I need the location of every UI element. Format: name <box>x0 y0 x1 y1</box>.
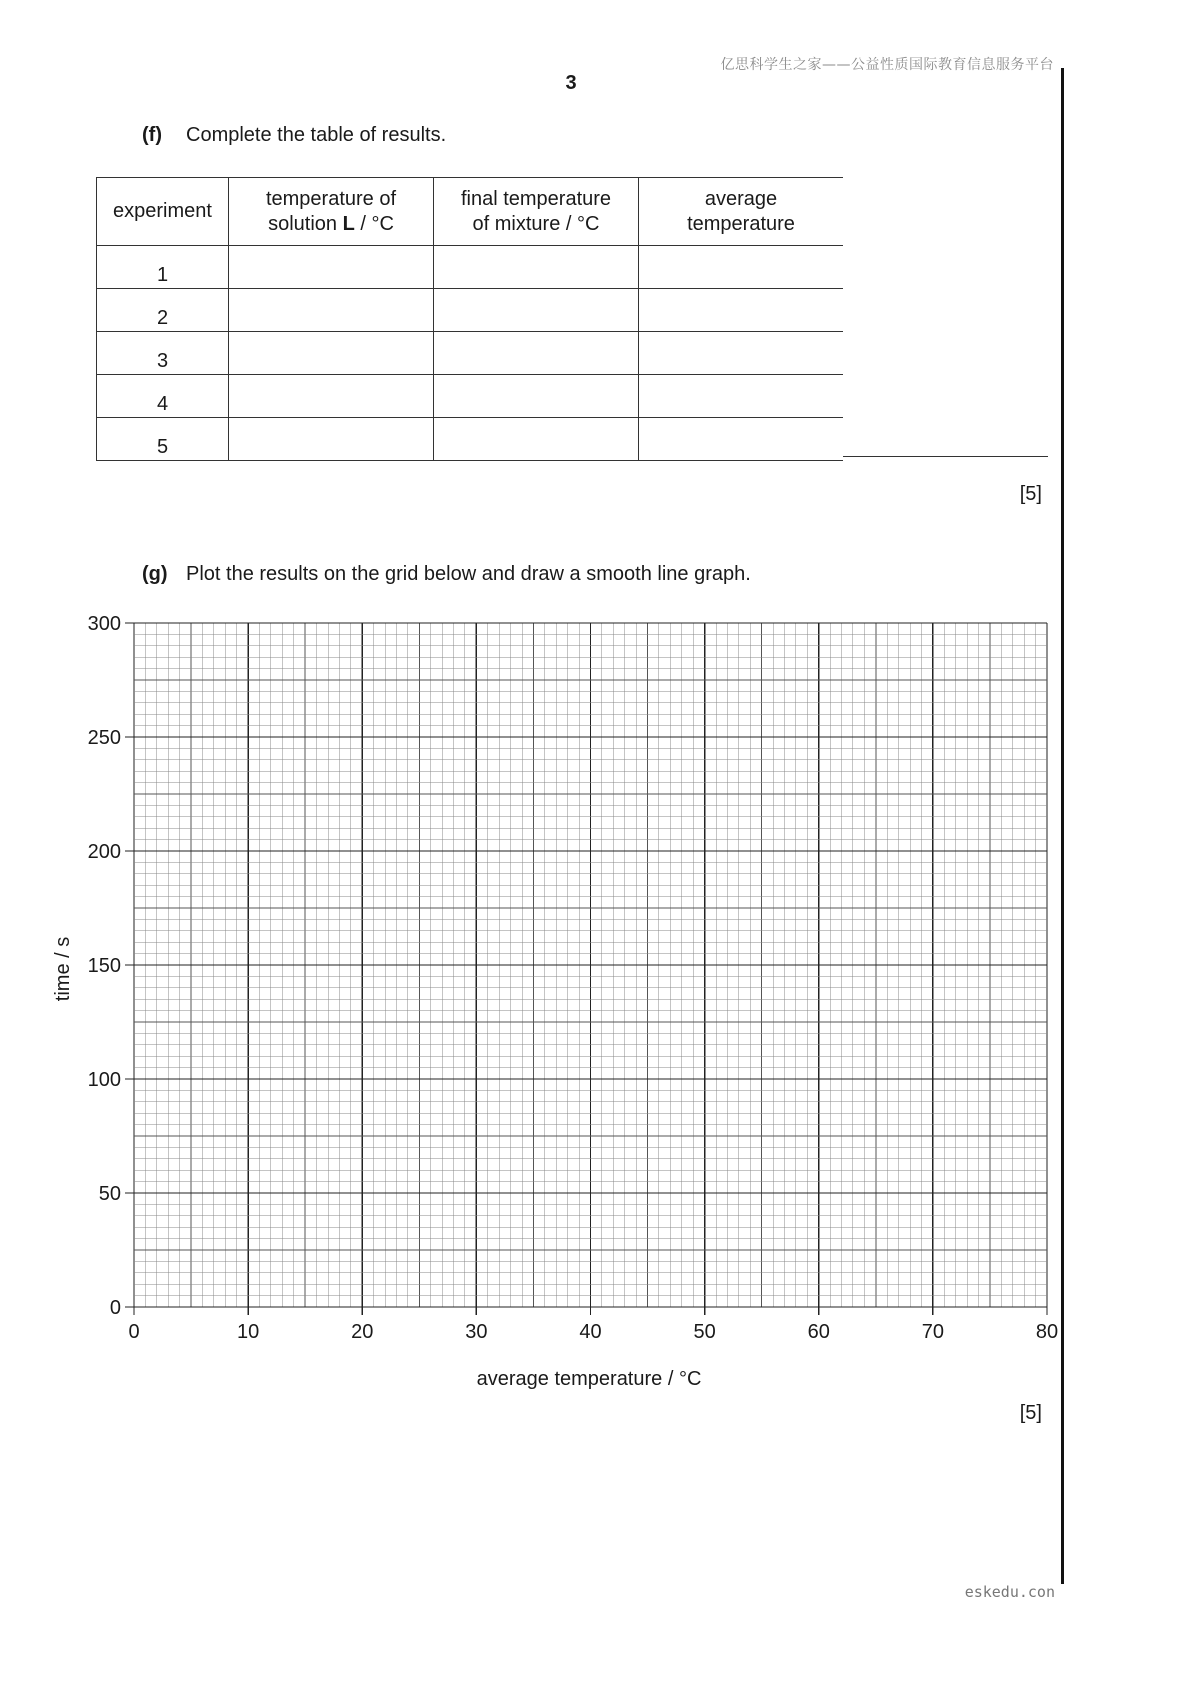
question-g-label: (g) <box>142 563 168 585</box>
x-tick-label: 0 <box>128 1321 140 1343</box>
marks-f: [5] <box>1019 483 1042 505</box>
header-line-1: final temperature <box>460 187 612 210</box>
question-g-text: Plot the results on the grid below and draw a smooth line graph. <box>186 563 751 585</box>
question-f-text: Complete the table of results. <box>186 124 447 146</box>
y-tick-label: 250 <box>87 727 121 749</box>
x-axis-label: average temperature / °C <box>476 1368 702 1390</box>
page-number: 3 <box>565 72 577 94</box>
experiment-number: 1 <box>97 246 229 289</box>
header-line-2b: / °C <box>354 212 394 235</box>
x-tick-label: 80 <box>1035 1321 1059 1343</box>
axis-ticks <box>125 623 1047 1315</box>
tick-labels <box>88 613 1059 1343</box>
y-tick-label: 50 <box>98 1183 121 1205</box>
header-line-1: temperature of <box>265 187 397 210</box>
grid-lines <box>134 623 1047 1307</box>
y-tick-label: 200 <box>87 841 121 863</box>
x-tick-label: 60 <box>807 1321 830 1343</box>
experiment-number: 3 <box>97 332 229 375</box>
experiment-number: 4 <box>97 375 229 418</box>
watermark-text: 亿思科学生之家——公益性质国际教育信息服务平台 <box>720 57 1054 73</box>
x-tick-label: 20 <box>351 1321 374 1343</box>
header-solution-letter: L <box>342 212 355 235</box>
footer-site: eskedu.con <box>964 1583 1055 1601</box>
question-f-label: (f) <box>142 124 162 146</box>
x-tick-label: 50 <box>693 1321 716 1343</box>
x-tick-label: 10 <box>237 1321 260 1343</box>
header-line-1: average <box>704 187 778 210</box>
header-line-2a: solution <box>268 212 343 235</box>
x-tick-label: 40 <box>579 1321 602 1343</box>
marks-g: [5] <box>1019 1402 1042 1424</box>
y-axis-label: time / s <box>52 936 74 1002</box>
experiment-number: 2 <box>97 289 229 332</box>
header-line-2: temperature <box>687 212 795 235</box>
y-tick-label: 100 <box>87 1069 121 1091</box>
y-tick-label: 150 <box>87 955 121 977</box>
header-experiment-line: experiment <box>113 200 212 222</box>
y-tick-label: 300 <box>87 613 121 635</box>
y-tick-label: 0 <box>109 1297 121 1319</box>
header-line-2: of mixture / °C <box>472 212 600 235</box>
experiment-number: 5 <box>97 418 229 461</box>
x-tick-label: 30 <box>465 1321 488 1343</box>
x-tick-label: 70 <box>921 1321 944 1343</box>
